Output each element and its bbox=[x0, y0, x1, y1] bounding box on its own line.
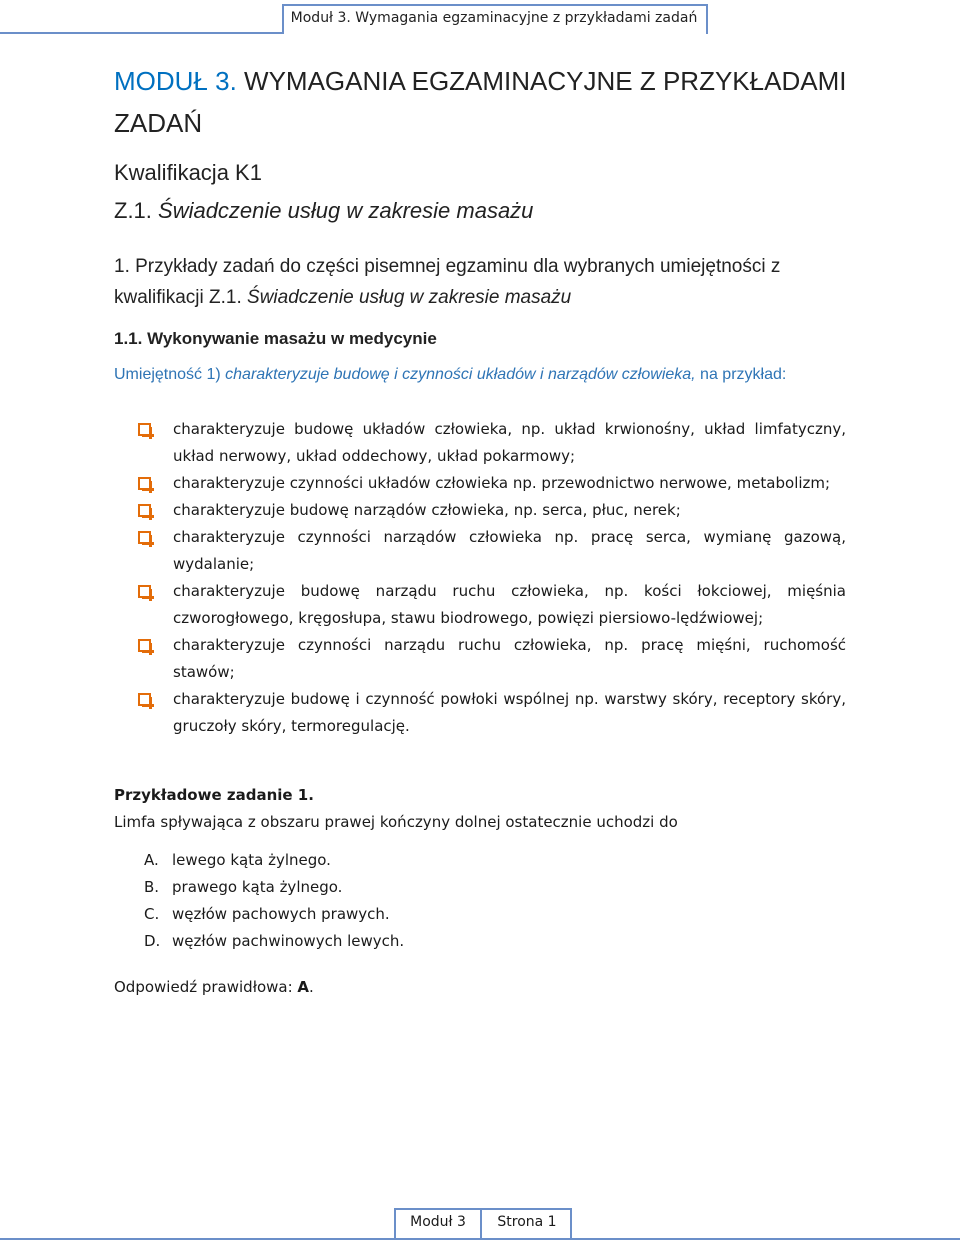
answer-list bbox=[144, 847, 404, 955]
answer-letter: C. bbox=[144, 905, 160, 923]
skill-italic: charakteryzuje budowę i czynności układów i narządów człowieka, bbox=[225, 366, 696, 383]
list-item-text: charakteryzuje czynności narządów człowieka np. pracę serca, wymianę gazową, wydalanie; bbox=[173, 528, 846, 573]
skill-prefix: Umiejętność 1) bbox=[114, 366, 226, 383]
list-item bbox=[138, 578, 846, 632]
footer-page-number: Strona 1 bbox=[497, 1214, 557, 1230]
section-heading: 1.1. Wykonywanie masażu w medycynie bbox=[114, 329, 437, 348]
answer-letter: B. bbox=[144, 878, 160, 896]
skill-bullet-list bbox=[138, 416, 846, 740]
list-item bbox=[138, 686, 846, 740]
answer-text: lewego kąta żylnego. bbox=[172, 851, 331, 869]
correct-answer bbox=[114, 978, 314, 996]
answer-letter: A. bbox=[144, 851, 159, 869]
answer-text: prawego kąta żylnego. bbox=[172, 878, 343, 896]
task-question: Limfa spływająca z obszaru prawej kończyny dolnej ostatecznie uchodzi do bbox=[114, 813, 678, 831]
answer-option-b bbox=[144, 874, 404, 901]
answer-option-a bbox=[144, 847, 404, 874]
header-text: Moduł 3. Wymagania egzaminacyjne z przykładami zadań bbox=[290, 10, 698, 26]
answer-text: węzłów pachwinowych lewych. bbox=[172, 932, 405, 950]
checkbox-bullet-icon bbox=[138, 504, 151, 517]
list-item-text: charakteryzuje budowę narządów człowieka, np. serca, płuc, nerek; bbox=[173, 501, 681, 519]
checkbox-bullet-icon bbox=[138, 693, 151, 706]
list-item bbox=[138, 416, 846, 470]
list-item-text: charakteryzuje czynności narządu ruchu człowieka, np. pracę mięśni, ruchomość stawów; bbox=[173, 636, 846, 681]
list-item-text: charakteryzuje budowę układów człowieka, np. układ krwionośny, układ limfatyczny, układ nerwowy, układ oddechowy, układ pokarmowy; bbox=[173, 420, 846, 465]
list-item bbox=[138, 470, 846, 497]
skill-suffix: na przykład: bbox=[695, 366, 787, 383]
answer-letter: D. bbox=[144, 932, 161, 950]
list-item-text: charakteryzuje czynności układów człowieka np. przewodnictwo nerwowe, metabolizm; bbox=[173, 474, 831, 492]
subqualification-name: Świadczenie usług w zakresie masażu bbox=[158, 198, 534, 223]
checkbox-bullet-icon bbox=[138, 585, 151, 598]
checkbox-bullet-icon bbox=[138, 639, 151, 652]
correct-answer-suffix: . bbox=[309, 978, 314, 996]
list-item bbox=[138, 632, 846, 686]
list-item bbox=[138, 497, 846, 524]
list-item-text: charakteryzuje budowę i czynność powłoki wspólnej np. warstwy skóry, receptory skóry, gruczoły skóry, termoregulację. bbox=[173, 690, 846, 735]
answer-option-c bbox=[144, 901, 404, 928]
examples-heading-text: 1. Przykłady zadań do części pisemnej egzaminu dla wybranych umiejętności z kwalifikacji Z.1. bbox=[114, 256, 781, 308]
task-heading: Przykładowe zadanie 1. bbox=[114, 786, 314, 804]
subqualification-code: Z.1. bbox=[114, 198, 159, 223]
list-item-text: charakteryzuje budowę narządu ruchu człowieka, np. kości łokciowej, mięśnia czworogłowego, kręgosłupa, stawu biodrowego, powięzi piersiowo-lędźwiowej; bbox=[173, 582, 846, 627]
header-rule bbox=[0, 32, 282, 34]
correct-answer-label: Odpowiedź prawidłowa: bbox=[114, 978, 298, 996]
qualification-heading: Kwalifikacja K1 bbox=[114, 160, 262, 185]
title-rest: WYMAGANIA EGZAMINACYJNE Z PRZYKŁADAMI ZADAŃ bbox=[114, 66, 847, 138]
subqualification-heading bbox=[114, 198, 533, 224]
skill-description bbox=[114, 361, 846, 389]
page-title bbox=[114, 60, 874, 144]
list-item bbox=[138, 524, 846, 578]
checkbox-bullet-icon bbox=[138, 477, 151, 490]
footer-module: Moduł 3 bbox=[410, 1214, 466, 1230]
checkbox-bullet-icon bbox=[138, 423, 151, 436]
examples-heading-italic: Świadczenie usług w zakresie masażu bbox=[247, 287, 572, 308]
answer-text: węzłów pachowych prawych. bbox=[172, 905, 390, 923]
examples-heading bbox=[114, 251, 854, 313]
answer-option-d bbox=[144, 928, 404, 955]
correct-answer-value: A bbox=[297, 978, 310, 996]
checkbox-bullet-icon bbox=[138, 531, 151, 544]
title-module: MODUŁ 3. bbox=[114, 66, 237, 96]
